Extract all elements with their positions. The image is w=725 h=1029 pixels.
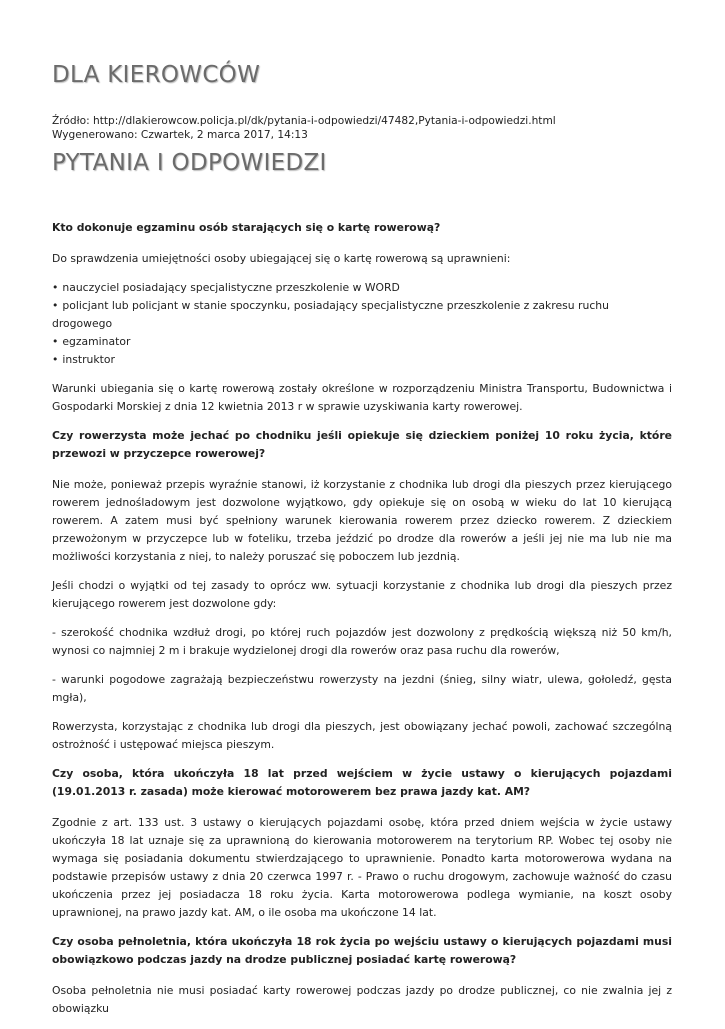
answer-2-paragraph: Rowerzysta, korzystając z chodnika lub drogi dla pieszych, jest obowiązany jechać powoli, zachować szczególną ostrożność i ustępować miejsca pieszym. <box>52 720 672 751</box>
answer-1-intro: Do sprawdzenia umiejętności osoby ubiegającej się o kartę rowerową są uprawnieni: <box>52 252 511 265</box>
list-item: • instruktor <box>52 351 672 369</box>
question-1: Kto dokonuje egzaminu osób starających się o kartę rowerową? <box>52 221 441 234</box>
site-title: DLA KIEROWCÓW <box>52 62 261 88</box>
answer-2-paragraph: Nie może, ponieważ przepis wyraźnie stanowi, iż korzystanie z chodnika lub drogi dla pieszych przez kierującego rowerem jednośladowym jest dozwolone wyjątkowo, gdy opiekuje się on osobą w wieku do lat 10 kierującą rowerem. A zatem musi być spełniony warunek kierowania rowerem przez dziecko rowerem. Z dzieckiem przewożonym w przyczepce lub w foteliku, trzeba jeździć po drodze dla rowerów a jeśli jej nie ma lub nie ma możliwości korzystania z niej, to należy poruszać się poboczem lub jezdnią. <box>52 478 672 563</box>
list-item: • policjant lub policjant w stanie spoczynku, posiadający specjalistyczne przeszkolenie z zakresu ruchu drogowego <box>52 297 672 333</box>
list-item: • egzaminator <box>52 333 672 351</box>
answer-3: Zgodnie z art. 133 ust. 3 ustawy o kierujących pojazdami osobę, która przed dniem wejścia w życie ustawy ukończyła 18 lat uznaje się za uprawnioną do kierowania motorowerem na terytorium RP. Wobec tej osoby nie wymaga się posiadania dokumentu stwierdzającego to uprawnienie. Ponadto karta motorowerowa wydana na podstawie przepisów ustawy z dnia 20 czerwca 1997 r. - Prawo o ruchu drogowym, zachowuje ważność do czasu ukończenia przez jej posiadacza 18 roku życia. Karta motorowerowa podlega wymianie, na koszt osoby uprawnionej, na prawo jazdy kat. AM, o ile osoba ma ukończone 14 lat. <box>52 816 672 919</box>
answer-2-paragraph: - szerokość chodnika wzdłuż drogi, po której ruch pojazdów jest dozwolony z prędkością większą niż 50 km/h, wynosi co najmniej 2 m i brakuje wydzielonej drogi dla rowerów oraz pasa ruchu dla rowerów, <box>52 626 672 657</box>
source-line: Źródło: http://dlakierowcow.policja.pl/dk/pytania-i-odpowiedzi/47482,Pytania-i-odpowiedzi.html <box>52 115 556 127</box>
answer-1-list <box>52 279 672 369</box>
qa-content <box>52 219 672 1029</box>
list-item: • nauczyciel posiadający specjalistyczne przeszkolenie w WORD <box>52 279 672 297</box>
question-2: Czy rowerzysta może jechać po chodniku jeśli opiekuje się dzieckiem poniżej 10 roku życia, które przewozi w przyczepce rowerowej? <box>52 429 672 460</box>
question-3: Czy osoba, która ukończyła 18 lat przed wejściem w życie ustawy o kierujących pojazdami (19.01.2013 r. zasada) może kierować motorowerem bez prawa jazdy kat. AM? <box>52 767 672 798</box>
document-meta <box>52 114 556 142</box>
answer-2-paragraph: - warunki pogodowe zagrażają bezpieczeństwu rowerzysty na jezdni (śnieg, silny wiatr, ulewa, gołoledź, gęsta mgła), <box>52 673 672 704</box>
answer-1-outro: Warunki ubiegania się o kartę rowerową zostały określone w rozporządzeniu Ministra Transportu, Budownictwa i Gospodarki Morskiej z dnia 12 kwietnia 2013 r w sprawie uzyskiwania karty rowerowej. <box>52 382 672 413</box>
answer-2-paragraph: Jeśli chodzi o wyjątki od tej zasady to oprócz ww. sytuacji korzystanie z chodnika lub drogi dla pieszych przez kierującego rowerem jest dozwolone gdy: <box>52 579 672 610</box>
answer-4: Osoba pełnoletnia nie musi posiadać karty rowerowej podczas jazdy po drodze publicznej, co nie zwalnia jej z obowiązku <box>52 984 672 1015</box>
section-title: PYTANIA I ODPOWIEDZI <box>52 150 327 176</box>
generated-line: Wygenerowano: Czwartek, 2 marca 2017, 14:13 <box>52 129 308 141</box>
question-4: Czy osoba pełnoletnia, która ukończyła 18 rok życia po wejściu ustawy o kierujących pojazdami musi obowiązkowo podczas jazdy na drodze publicznej posiadać kartę rowerową? <box>52 935 672 966</box>
